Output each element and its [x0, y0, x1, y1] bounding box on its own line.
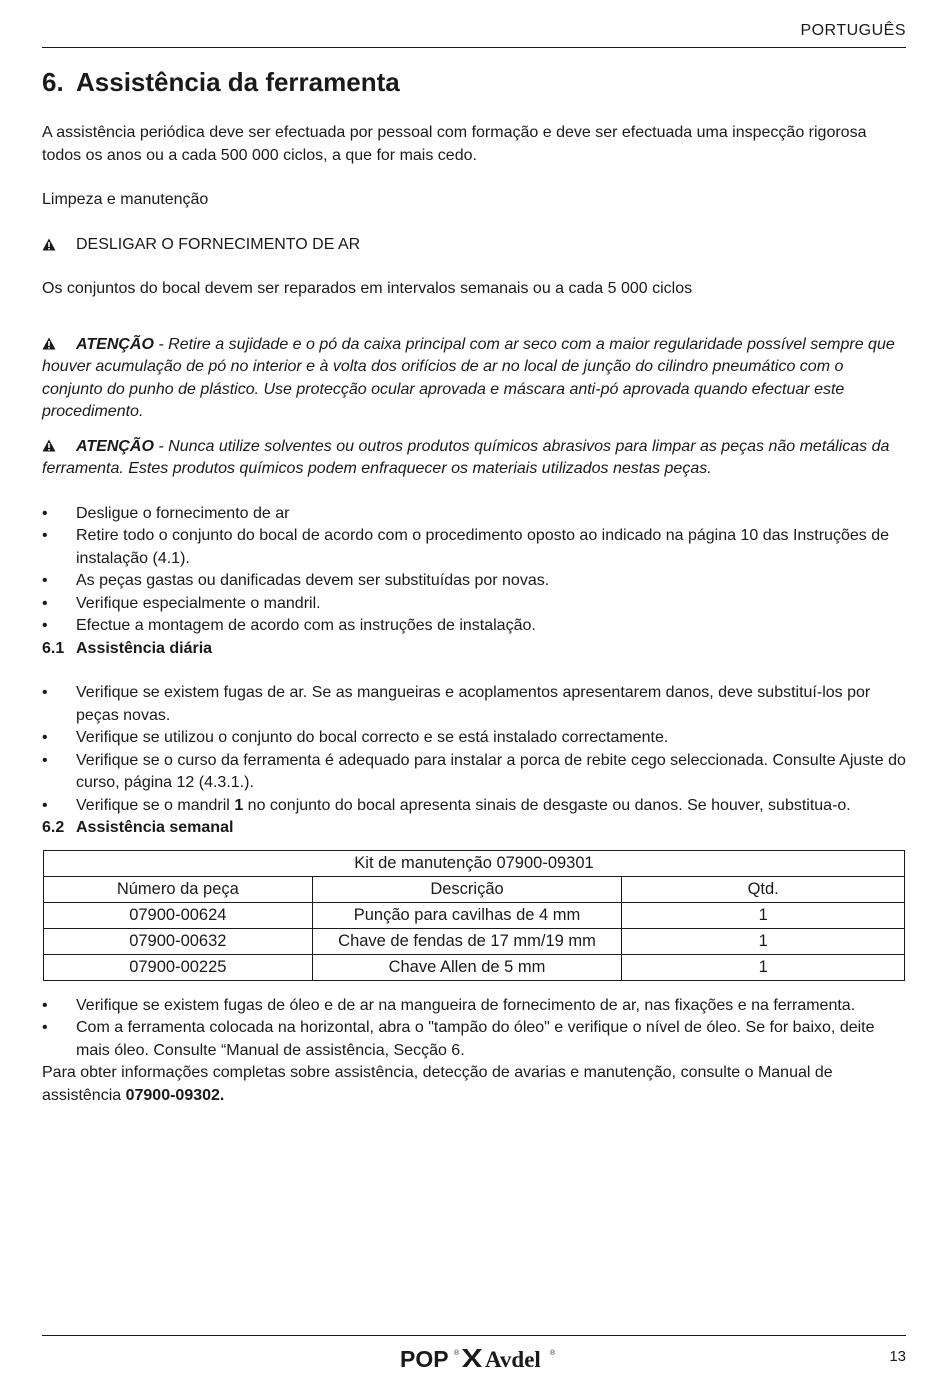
list-item: • Verifique se existem fugas de óleo e de ar na mangueira de fornecimento de ar, nas fixações e na ferramenta.: [42, 995, 906, 1018]
weekly-number: 6.2: [42, 819, 65, 836]
svg-text:®: ®: [454, 1350, 460, 1357]
caution-solvents: [42, 436, 906, 481]
pop-avdel-logo: [400, 1346, 560, 1375]
daily-checks: [42, 682, 906, 817]
page-content: [42, 64, 906, 1107]
manual-number: 07900-09302.: [125, 1086, 225, 1104]
header-language: PORTUGUÊS: [800, 22, 906, 39]
table-row: [44, 954, 905, 980]
table-cell: 07900-00624: [44, 902, 313, 928]
page-number: 13: [889, 1348, 906, 1365]
intro-paragraph: A assistência periódica deve ser efectuada por pessoal com formação e deve ser efectuada uma inspecção rigorosa todos os anos ou a cada 500 000 ciclos, a que for mais cedo.: [42, 124, 867, 164]
section-title: [42, 64, 906, 100]
list-item-text: Verifique se o mandril: [76, 796, 235, 814]
caution-dust: [42, 334, 906, 424]
svg-text:Avdel: Avdel: [485, 1347, 541, 1370]
caution-label: ATENÇÃO: [76, 335, 154, 353]
maintenance-kit-table: [43, 850, 905, 981]
table-cell: Chave de fendas de 17 mm/19 mm: [312, 928, 622, 954]
weekly-title: Assistência semanal: [76, 819, 234, 836]
weekly-heading: [42, 817, 906, 840]
closing-text: Para obter informações completas sobre assistência, detecção de avarias e manutenção, consulte o Manual de assistência: [42, 1064, 833, 1104]
list-item: • Efectue a montagem de acordo com as instruções de instalação.: [42, 615, 906, 638]
maintenance-steps: [42, 503, 906, 638]
svg-text:®: ®: [550, 1350, 556, 1357]
table-header-row: [44, 876, 905, 902]
table-cell: 1: [622, 928, 905, 954]
list-item: • Verifique se utilizou o conjunto do bocal correcto e se está instalado correctamente.: [42, 727, 906, 750]
table-caption: Kit de manutenção 07900-09301: [44, 850, 905, 876]
list-item-text: no conjunto do bocal apresenta sinais de desgaste ou danos. Se houver, substitua-o.: [243, 796, 851, 814]
table-row: [44, 902, 905, 928]
list-item: • Com a ferramenta colocada na horizontal, abra o "tampão do óleo" e verifique o nível de óleo. Se for baixo, deite mais óleo. Consulte “Manual de assistência, Secção 6.: [42, 1017, 906, 1062]
caution-solvents-text: - Nunca utilize solventes ou outros produtos químicos abrasivos para limpar as peças não metálicas da ferramenta. Estes produtos químicos podem enfraquecer os materiais utilizados nestas peças.: [42, 437, 890, 477]
list-item: • Desligue o fornecimento de ar: [42, 503, 906, 526]
daily-number: 6.1: [42, 639, 65, 657]
table-cell: Punção para cavilhas de 4 mm: [312, 902, 622, 928]
cleaning-subheading: Limpeza e manutenção: [42, 191, 209, 208]
nozzle-paragraph: Os conjuntos do bocal devem ser reparados em intervalos semanais ou a cada 5 000 ciclos: [42, 280, 693, 297]
table-cell: 1: [622, 902, 905, 928]
svg-text:POP: POP: [400, 1346, 449, 1370]
list-item: • As peças gastas ou danificadas devem ser substituídas por novas.: [42, 570, 906, 593]
caution-dust-text: - Retire a sujidade e o pó da caixa principal com ar seco com a maior regularidade possível sempre que houver acumulação de pó no interior e à volta dos orifícios de ar no local de junção do cilindro pneumático com o conjunto do punho de plástico. Use protecção ocular aprovada e máscara anti-pó aprovada quando efectuar este procedimento.: [42, 335, 895, 420]
list-item: [42, 795, 906, 818]
daily-title: Assistência diária: [76, 639, 213, 657]
daily-heading: [42, 638, 906, 661]
table-cell: Chave Allen de 5 mm: [312, 954, 622, 980]
column-header: Descrição: [312, 876, 622, 902]
section-number: 6.: [42, 67, 64, 97]
warning-icon: [42, 439, 76, 452]
column-header: Número da peça: [44, 876, 313, 902]
air-off-warning: [42, 234, 906, 257]
closing-paragraph: [42, 1062, 906, 1107]
logo-mark: [400, 1346, 560, 1370]
table-cell: 07900-00632: [44, 928, 313, 954]
table-row: [44, 928, 905, 954]
list-item: • Verifique se existem fugas de ar. Se as mangueiras e acoplamentos apresentarem danos, deve substituí-los por peças novas.: [42, 682, 906, 727]
footer-rule: [42, 1335, 906, 1336]
warning-icon: [42, 238, 56, 251]
air-off-warning-text: DESLIGAR O FORNECIMENTO DE AR: [76, 235, 361, 253]
mandrel-ref: 1: [234, 796, 244, 814]
header-rule: [42, 47, 906, 48]
table-cell: 07900-00225: [44, 954, 313, 980]
weekly-checks: [42, 995, 906, 1063]
section-title-text: Assistência da ferramenta: [76, 67, 400, 97]
list-item: • Verifique se o curso da ferramenta é adequado para instalar a porca de rebite cego seleccionada. Consulte Ajuste do curso, página 12 (4.3.1.).: [42, 750, 906, 795]
caution-label: ATENÇÃO: [76, 437, 154, 455]
table-cell: 1: [622, 954, 905, 980]
column-header: Qtd.: [622, 876, 905, 902]
list-item: • Retire todo o conjunto do bocal de acordo com o procedimento oposto ao indicado na página 10 das Instruções de instalação (4.1).: [42, 525, 906, 570]
warning-icon: [42, 337, 76, 350]
list-item: • Verifique especialmente o mandril.: [42, 593, 906, 616]
